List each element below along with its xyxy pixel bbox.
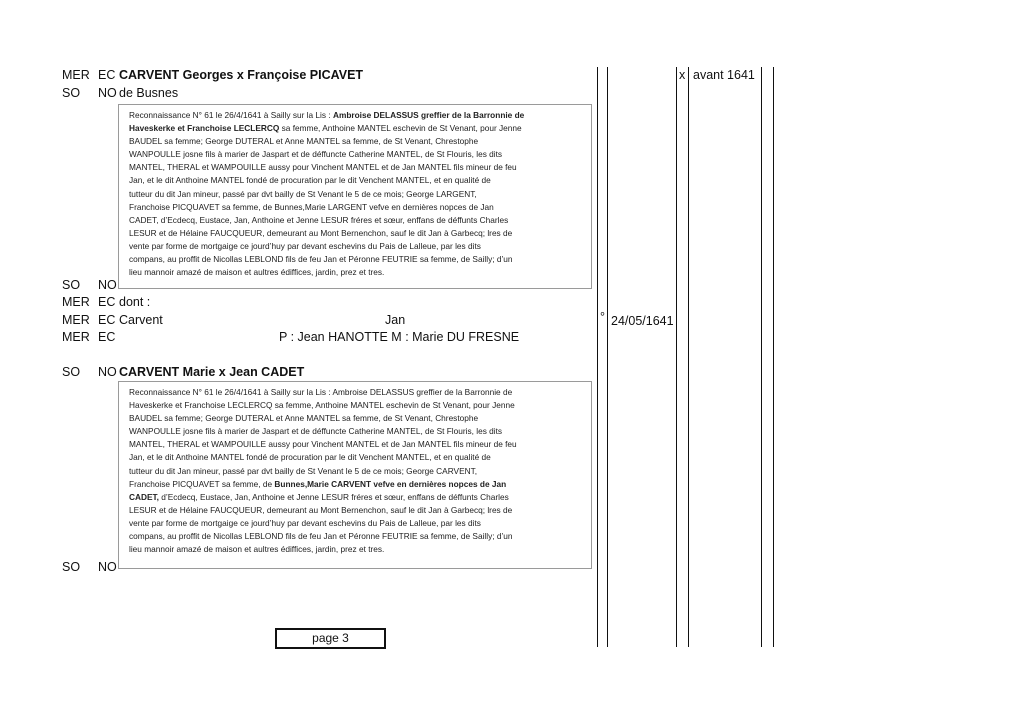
note-line: MANTEL, THERAL et WAMPOUILLE aussy pour Vinchent MANTEL et de Jan MANTEL fils mineur de feu <box>129 439 517 450</box>
children-label: dont : <box>119 295 151 309</box>
note-line: tutteur du dit Jan mineur, passé par dvt bailly de St Venant le 5 de ce mois; George LARGENT, <box>129 188 477 199</box>
row-code-1: MER <box>62 330 90 344</box>
row-code-1: SO <box>62 560 81 574</box>
row-code-2: NO <box>98 365 117 379</box>
couple-title-georges: CARVENT Georges x Françoise PICAVET <box>119 68 364 82</box>
column-rule <box>761 67 762 647</box>
code-ec: EC <box>98 68 116 82</box>
note-line: Reconnaissance N° 61 le 26/4/1641 à Sailly sur la Lis : Ambroise DELASSUS greffier de la Barronnie de <box>129 110 525 120</box>
row-code-1: SO <box>62 278 81 292</box>
note-line: Reconnaissance N° 61 le 26/4/1641 à Sailly sur la Lis : Ambroise DELASSUS greffier de la Barronnie de <box>129 387 513 397</box>
row-code-1: SO <box>62 86 81 100</box>
note-line: WANPOULLE josne fils à marier de Jaspart et de déffuncte Catherine MANTEL, de St Flouris, les dits <box>129 426 503 437</box>
godparents: P : Jean HANOTTE M : Marie DU FRESNE <box>279 330 520 344</box>
place-busnes: de Busnes <box>119 86 179 100</box>
note-line: Haveskerke et Franchoise LECLERCQ sa femme, Anthoine MANTEL eschevin de St Venant, pour Jenne <box>129 123 522 134</box>
avant-date: avant 1641 <box>693 68 755 82</box>
child-surname: Carvent <box>119 313 163 327</box>
note-line: tutteur du dit Jan mineur, passé par dvt bailly de St Venant le 5 de ce mois; George CARVENT, <box>129 465 478 476</box>
note-line: Jan, et le dit Anthoine MANTEL fondé de procuration par le dit Venchent MANTEL, et en qualité de <box>129 452 491 463</box>
row-code-2 <box>98 67 115 83</box>
note-line: lieu mannoir amazé de maison et aultres édiffices, jardin, prez et tres. <box>129 267 385 278</box>
note-line: MANTEL, THERAL et WAMPOUILLE aussy pour Vinchent MANTEL et de Jan MANTEL fils mineur de feu <box>129 162 517 173</box>
record-note-box-2 <box>118 381 592 569</box>
column-rule <box>676 67 677 647</box>
code-mer: MER <box>62 68 90 82</box>
note-line: Franchoise PICQUAVET sa femme, de Bunnes,Marie LARGENT vefve en dernières nopces de Jan <box>129 201 494 212</box>
row-code-2: NO <box>98 86 117 100</box>
note-line: CADET, d’Ecdecq, Eustace, Jan, Anthoine et Jenne LESUR fréres et sœur, enffans de déffunts Charles <box>129 491 509 502</box>
column-rule <box>607 67 608 647</box>
row-code-2: NO <box>98 560 117 574</box>
degree-mark: ° <box>600 310 605 324</box>
note-line: compans, au proffit de Nicollas LEBLOND fils de feu Jan et Péronne FEUTRIE sa femme, de Sailly; d’un <box>129 254 513 265</box>
row-code-1: MER <box>62 295 90 309</box>
row-code-2: NO <box>98 278 117 292</box>
row-code-2: EC <box>98 313 116 327</box>
column-rule <box>688 67 689 647</box>
note-line: compans, au proffit de Nicollas LEBLOND fils de feu Jan et Péronne FEUTRIE sa femme, de Sailly; d’un <box>129 531 513 542</box>
note-line: CADET, d’Ecdecq, Eustace, Jan, Anthoine et Jenne LESUR fréres et sœur, enffans de déffunts Charles <box>129 214 509 225</box>
note-line: lieu mannoir amazé de maison et aultres édiffices, jardin, prez et tres. <box>129 544 385 555</box>
note-line: vente par forme de mortgaige ce jourd’huy par devant eschevins du Pais de Lalleue, par les dits <box>129 517 481 528</box>
note-line: BAUDEL sa femme; George DUTERAL et Anne MANTEL sa femme, de St Venant, Chrestophe <box>129 136 479 147</box>
note-line: Jan, et le dit Anthoine MANTEL fondé de procuration par le dit Venchent MANTEL, et en qualité de <box>129 175 491 186</box>
record-note-box-1 <box>118 104 592 289</box>
row-code-2: EC <box>98 295 116 309</box>
row-code-1: MER <box>62 313 90 327</box>
note-line: WANPOULLE josne fils à marier de Jaspart et de déffuncte Catherine MANTEL, de St Flouris, les dits <box>129 149 503 160</box>
note-line: LESUR et de Hélaine FAUCQUEUR, demeurant au Mont Bernenchon, sauf le dit Jan à Garbecq; lres de <box>129 504 513 515</box>
page-number-box: page 3 <box>275 628 386 649</box>
row-code-1: SO <box>62 365 81 379</box>
note-line: Franchoise PICQUAVET sa femme, de Bunnes,Marie CARVENT vefve en dernières nopces de Jan <box>129 478 507 489</box>
baptism-date: 24/05/1641 <box>611 314 674 328</box>
row-code-2: EC <box>98 330 116 344</box>
note-line: Haveskerke et Franchoise LECLERCQ sa femme, Anthoine MANTEL eschevin de St Venant, pour Jenne <box>129 400 515 411</box>
note-line: vente par forme de mortgaige ce jourd’huy par devant eschevins du Pais de Lalleue, par les dits <box>129 240 481 251</box>
note-line: BAUDEL sa femme; George DUTERAL et Anne MANTEL sa femme, de St Venant, Chrestophe <box>129 413 479 424</box>
x-mark: x <box>679 68 686 82</box>
column-rule <box>773 67 774 647</box>
child-firstname: Jan <box>385 313 406 327</box>
note-line: LESUR et de Hélaine FAUCQUEUR, demeurant au Mont Bernenchon, sauf le dit Jan à Garbecq; lres de <box>129 227 513 238</box>
couple-title-marie: CARVENT Marie x Jean CADET <box>119 365 305 379</box>
row-code-1 <box>62 67 90 83</box>
column-rule <box>597 67 598 647</box>
